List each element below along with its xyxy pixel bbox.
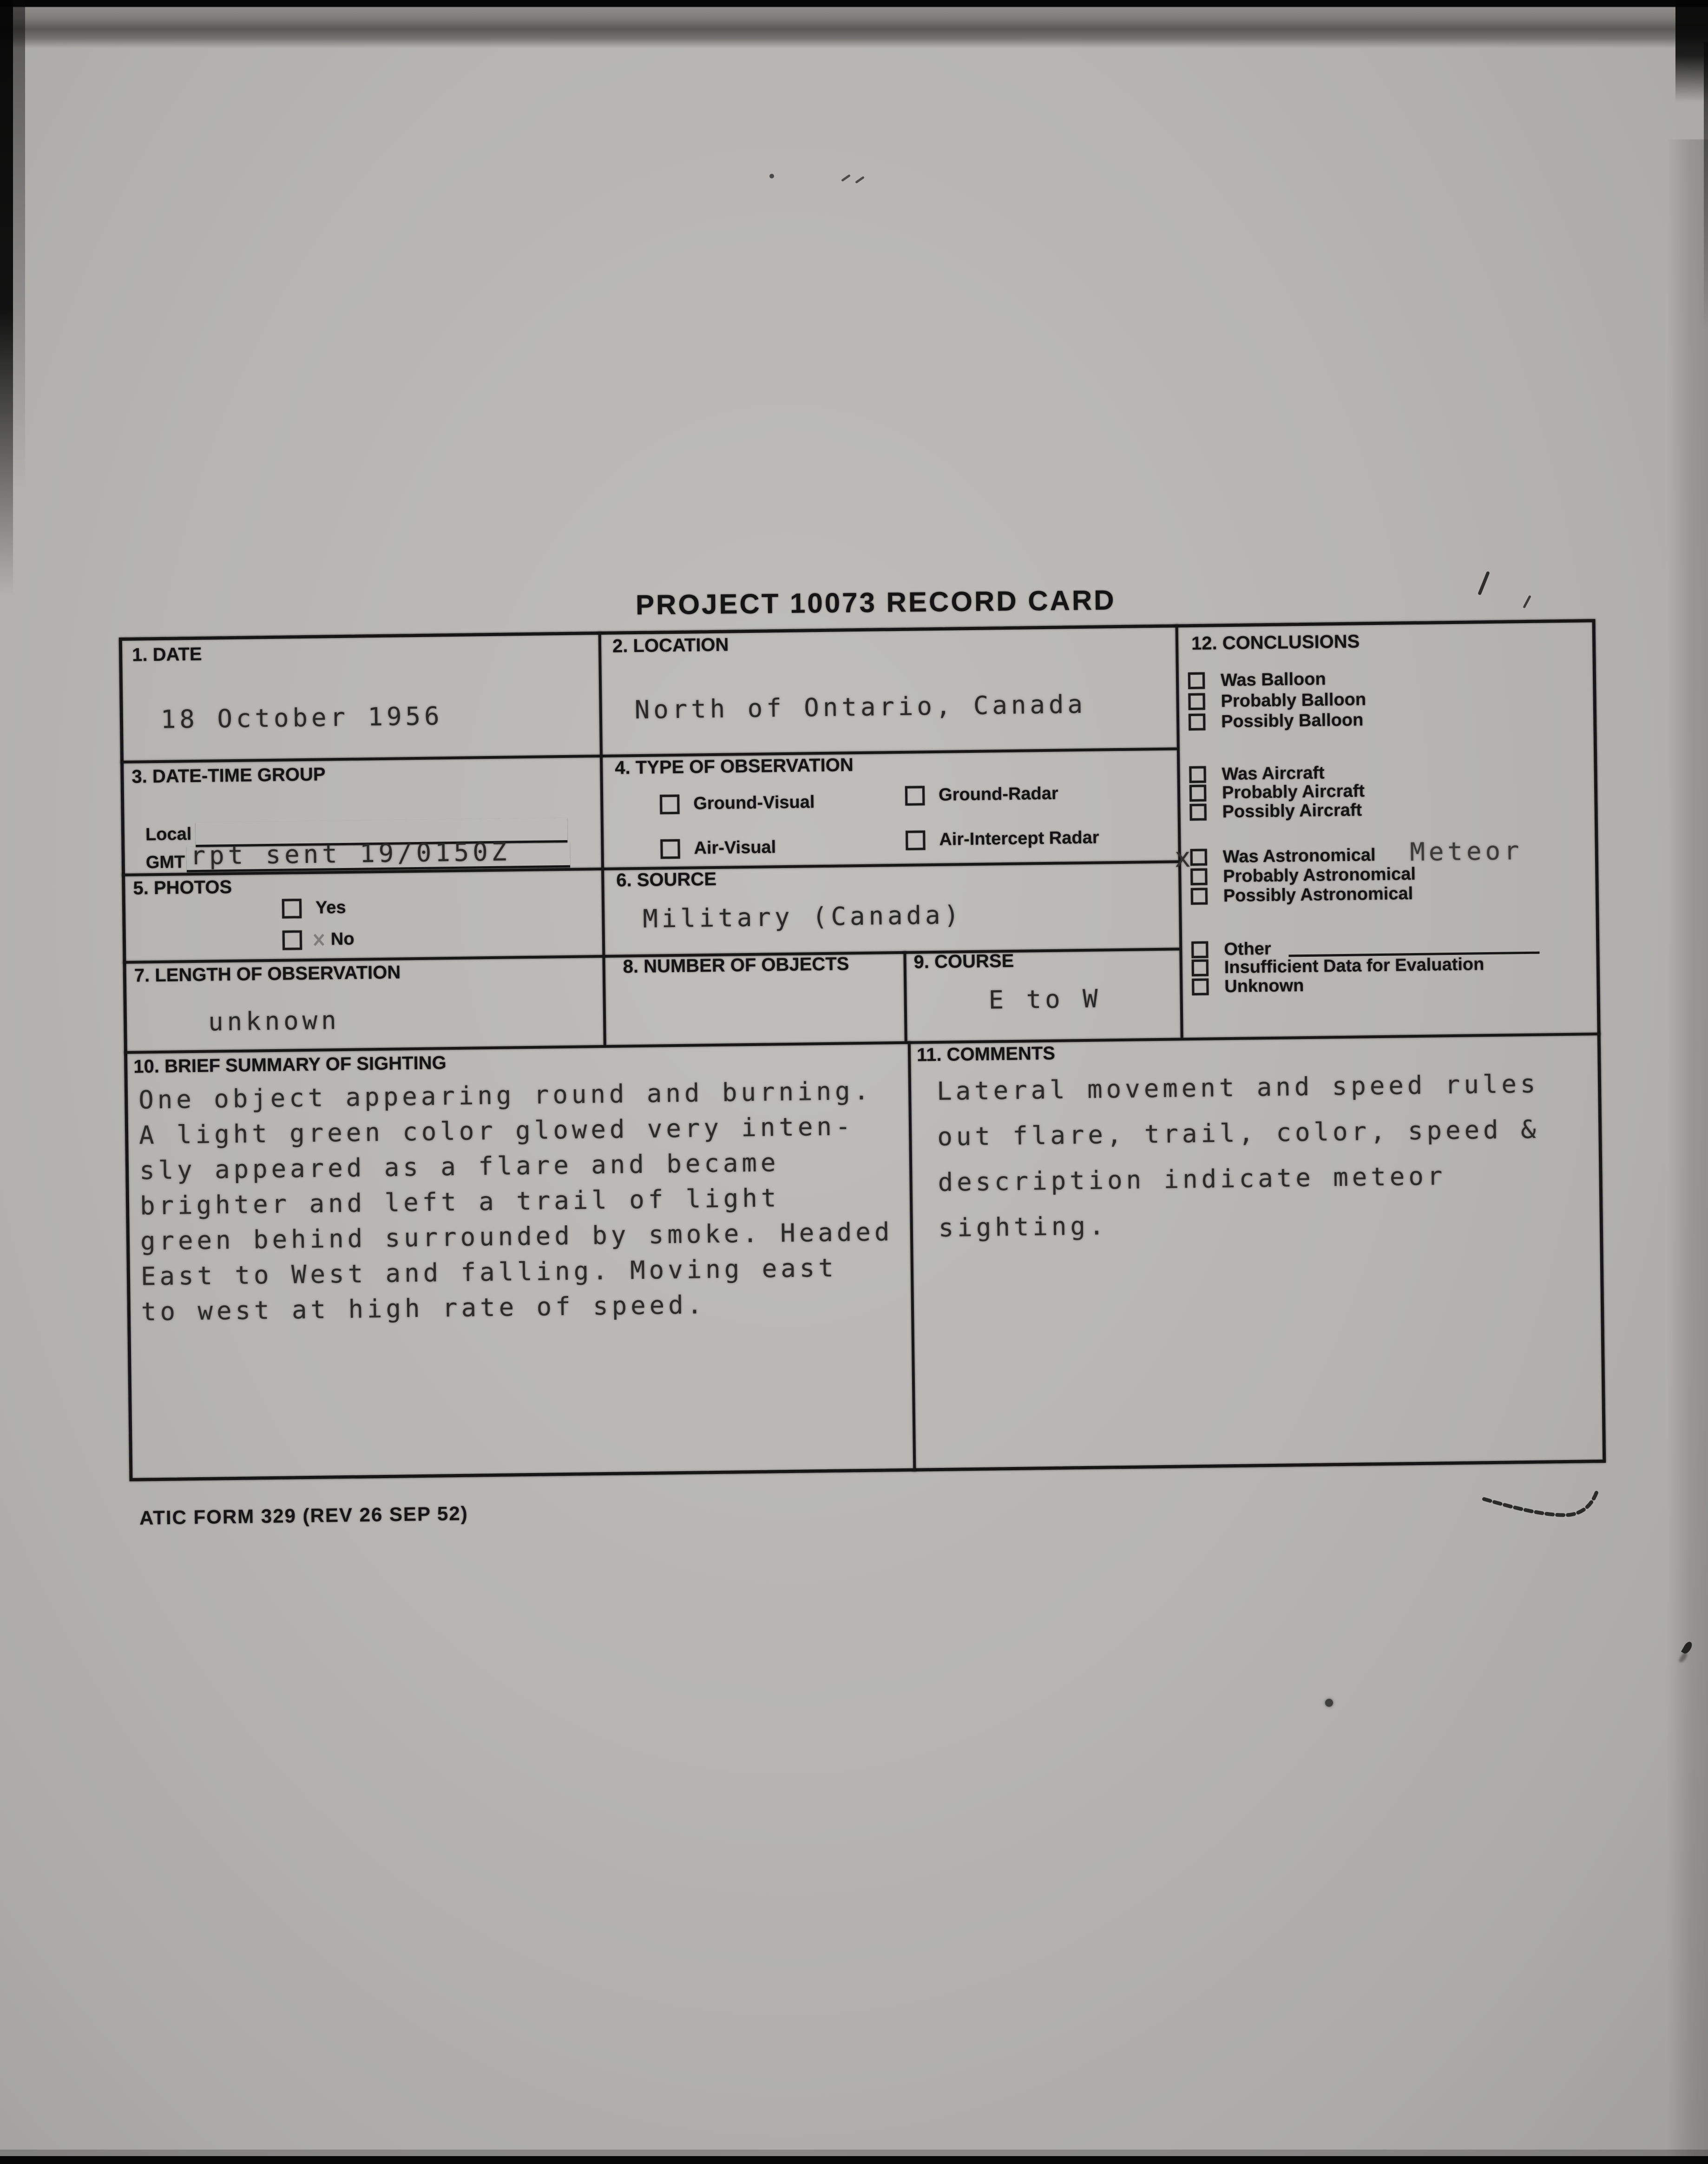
x-check-mark: x bbox=[1174, 842, 1191, 874]
length-of-observation-value: unknown bbox=[208, 1006, 341, 1037]
gmt-label: GMT bbox=[145, 852, 185, 873]
scan-bottom-edge bbox=[0, 2156, 1708, 2164]
page-title: PROJECT 10073 RECORD CARD bbox=[635, 584, 1116, 621]
conclusion-was-aircraft: Was Aircraft bbox=[1189, 763, 1325, 785]
checkbox-probably-aircraft bbox=[1189, 785, 1206, 802]
other-blank-line bbox=[1288, 937, 1539, 957]
photos-label: 5. PHOTOS bbox=[133, 877, 232, 899]
meteor-annotation: Meteor bbox=[1410, 835, 1523, 867]
source-value: Military (Canada) bbox=[643, 900, 963, 934]
form-number: ATIC FORM 329 (REV 26 SEP 52) bbox=[139, 1502, 468, 1529]
source-label: 6. SOURCE bbox=[616, 868, 717, 891]
checkbox-was-astronomical-checked bbox=[1190, 849, 1207, 866]
local-label: Local bbox=[145, 824, 192, 845]
scan-top-edge bbox=[0, 0, 1708, 48]
checkbox-possibly-aircraft bbox=[1189, 804, 1206, 821]
date-value: 18 October 1956 bbox=[160, 701, 443, 734]
checkbox-probably-balloon bbox=[1188, 693, 1205, 710]
checkbox-photos-yes bbox=[282, 899, 302, 919]
handwritten-tick-mark bbox=[1523, 595, 1531, 609]
conclusion-probably-balloon: Probably Balloon bbox=[1188, 689, 1366, 712]
checkbox-air-visual bbox=[660, 839, 680, 859]
conclusion-possibly-astronomical: Possibly Astronomical bbox=[1191, 883, 1413, 907]
brief-summary-label: 10. BRIEF SUMMARY OF SIGHTING bbox=[133, 1052, 447, 1077]
handwritten-swoosh-mark bbox=[1481, 1486, 1607, 1526]
location-value: North of Ontario, Canada bbox=[634, 689, 1087, 725]
number-of-objects-label: 8. NUMBER OF OBJECTS bbox=[623, 954, 849, 977]
course-label: 9. COURSE bbox=[913, 950, 1014, 973]
length-of-observation-label: 7. LENGTH OF OBSERVATION bbox=[134, 962, 401, 986]
conclusion-probably-astronomical: Probably Astronomical bbox=[1190, 864, 1416, 887]
scan-right-vignette bbox=[1667, 139, 1708, 2164]
conclusion-possibly-balloon: Possibly Balloon bbox=[1189, 710, 1364, 732]
smudge-mark bbox=[311, 933, 325, 947]
checkbox-photos-no bbox=[282, 930, 302, 950]
checkbox-ground-visual bbox=[660, 794, 680, 814]
location-label: 2. LOCATION bbox=[612, 634, 729, 657]
checkbox-ground-radar bbox=[905, 786, 925, 806]
scan-speck bbox=[769, 174, 774, 178]
checkbox-air-intercept-radar bbox=[906, 830, 926, 850]
type-of-observation-label: 4. TYPE OF OBSERVATION bbox=[615, 755, 854, 778]
comments-label: 11. COMMENTS bbox=[916, 1043, 1056, 1066]
course-value: E to W bbox=[988, 984, 1102, 1015]
conclusion-was-astronomical: x Was Astronomical Meteor bbox=[1174, 835, 1523, 874]
scan-left-edge-shadow bbox=[13, 0, 25, 488]
scan-speck bbox=[841, 174, 851, 182]
conclusions-label: 12. CONCLUSIONS bbox=[1191, 631, 1360, 654]
record-card bbox=[119, 619, 1606, 1481]
option-air-intercept-radar: Air-Intercept Radar bbox=[906, 828, 1099, 850]
checkbox-was-aircraft bbox=[1189, 766, 1206, 783]
option-air-visual: Air-Visual bbox=[660, 837, 776, 859]
checkbox-probably-astronomical bbox=[1190, 868, 1207, 885]
checkbox-unknown bbox=[1192, 979, 1209, 995]
conclusion-insufficient-data: Insufficient Data for Evaluation bbox=[1192, 954, 1485, 978]
comments-text: Lateral movement and speed rules out flare, trail, color, speed & description indicate meteor sighting. bbox=[936, 1069, 1540, 1243]
conclusion-unknown: Unknown bbox=[1192, 975, 1304, 997]
conclusion-was-balloon: Was Balloon bbox=[1188, 669, 1326, 691]
date-label: 1. DATE bbox=[131, 644, 202, 665]
checkbox-possibly-astronomical bbox=[1191, 888, 1208, 905]
ink-spot bbox=[1325, 1699, 1333, 1707]
option-photos-no: No bbox=[282, 929, 355, 950]
gmt-value: rpt sent 19/0150Z bbox=[190, 837, 511, 871]
scan-bottom-shadow bbox=[0, 2150, 1708, 2156]
scan-left-edge bbox=[0, 0, 13, 595]
scan-speck bbox=[855, 176, 865, 184]
checkbox-was-balloon bbox=[1188, 672, 1205, 689]
option-ground-visual: Ground-Visual bbox=[660, 792, 815, 814]
conclusion-possibly-aircraft: Possibly Aircraft bbox=[1189, 800, 1362, 822]
date-time-group-label: 3. DATE-TIME GROUP bbox=[131, 764, 326, 787]
conclusion-probably-aircraft: Probably Aircraft bbox=[1189, 781, 1365, 803]
conclusion-other: Other bbox=[1191, 935, 1540, 960]
checkbox-insufficient-data bbox=[1192, 960, 1209, 976]
scan-top-right-corner bbox=[1675, 0, 1708, 102]
option-photos-yes: Yes bbox=[282, 898, 346, 919]
checkbox-other bbox=[1191, 941, 1208, 958]
checkbox-possibly-balloon bbox=[1189, 714, 1205, 730]
brief-summary-text: One object appearing round and burning. A light green color glowed very inten- sly appeared as a flare and became brighter and left a trail of light green behind surrounded by smoke. Headed East to West and falling. Moving east to west at high rate of speed. bbox=[138, 1076, 893, 1327]
handwritten-slash-mark bbox=[1478, 571, 1490, 596]
option-ground-radar: Ground-Radar bbox=[905, 784, 1058, 806]
